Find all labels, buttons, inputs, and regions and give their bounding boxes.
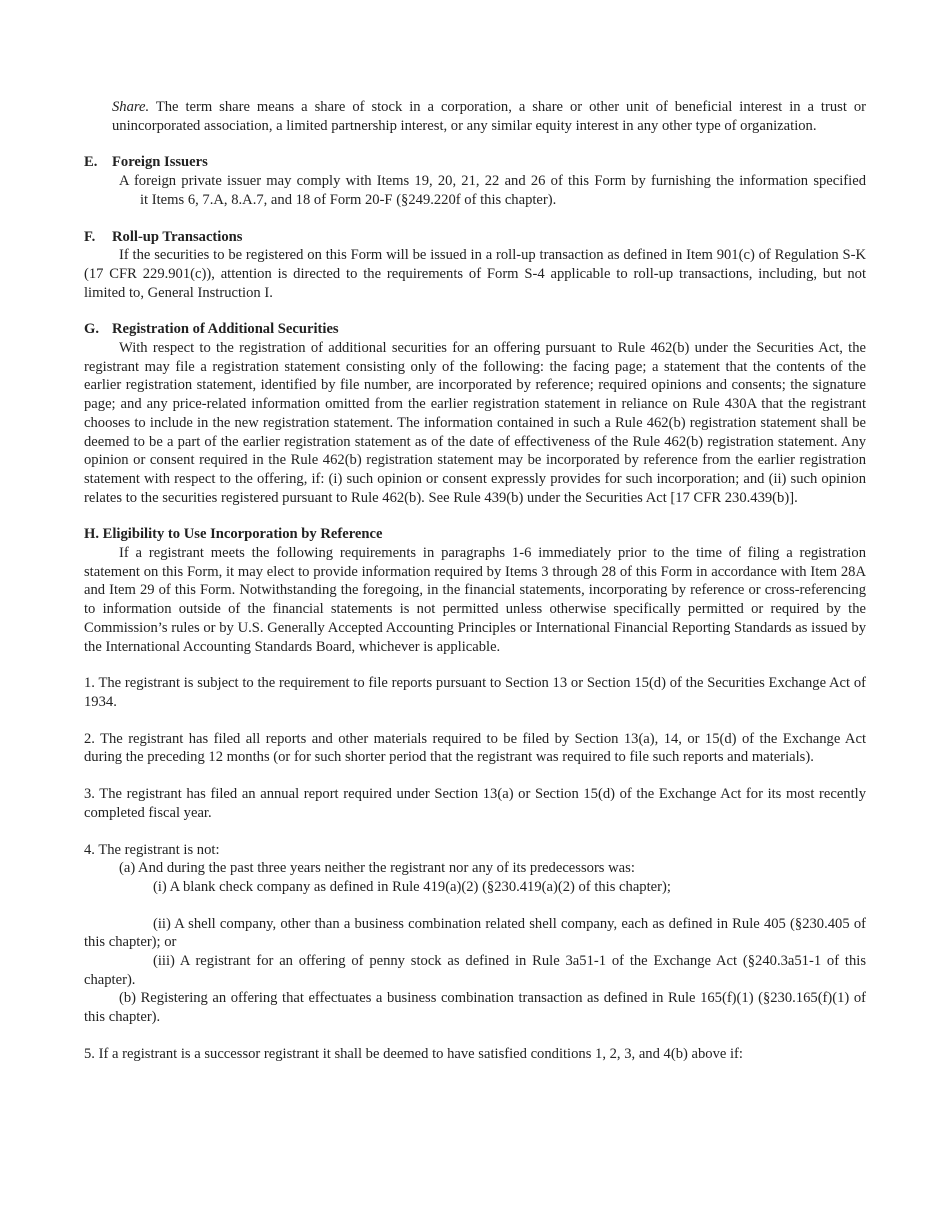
item-3: 3. The registrant has filed an annual report required under Section 13(a) or Section 15(d) of the Exchange Act for its most recently completed fiscal year.: [84, 786, 866, 821]
item-4a-iii: (iii) A registrant for an offering of penny stock as defined in Rule 3a51-1 of the Exchange Act (§240.3a51-1 of this chapter).: [84, 953, 866, 988]
section-e-body: [84, 172, 866, 209]
section-g-body: With respect to the registration of additional securities for an offering pursuant to Rule 462(b) under the Securities Act, the registrant may file a registration statement consisting only of the following: the facing page; a statement that the contents of the earlier registration statement, identified by file number, are incorporated by reference; required opinions and consents; the signature page; and any price-related information omitted from the earlier registration statement in reliance on Rule 430A that the registrant chooses to include in the new registration statement. The information contained in such a Rule 462(b) registration statement shall be deemed to be a part of the earlier registration statement as of the date of effectiveness of the Rule 462(b) registration statement. Any opinion or consent required in the Rule 462(b) registration statement may be incorporated by reference from the earlier registration statement with respect to the offering, if: (i) such opinion or consent expressly provides for such incorporation; and (ii) such opinion relates to the securities registered pursuant to Rule 462(b). See Rule 439(b) under the Securities Act [17 CFR 230.439(b)].: [84, 340, 866, 506]
section-f-heading: [84, 228, 866, 247]
section-g: [84, 320, 866, 507]
item-1: 1. The registrant is subject to the requirement to file reports pursuant to Section 13 or Section 15(d) of the Securities Exchange Act of 1934.: [84, 675, 866, 710]
section-e-heading: [84, 153, 866, 172]
item-5: 5. If a registrant is a successor registrant it shall be deemed to have satisfied conditions 1, 2, 3, and 4(b) above if:: [84, 1045, 743, 1062]
section-g-title: Registration of Additional Securities: [112, 321, 339, 338]
section-e: [84, 153, 866, 209]
section-f-letter: F.: [84, 228, 96, 245]
share-definition-text: The term share means a share of stock in a corporation, a share or other unit of beneficial interest in a trust or unincorporated association, a limited partnership interest, or any similar equity interest in any other type of organization.: [112, 99, 866, 134]
item-4a-i: (i) A blank check company as defined in Rule 419(a)(2) (§230.419(a)(2) of this chapter);: [153, 878, 671, 895]
section-e-text-2: it Items 6, 7.A, 8.A.7, and 18 of Form 20-F (§249.220f of this chapter).: [140, 191, 557, 208]
section-e-title: Foreign Issuers: [112, 154, 208, 171]
section-f-title: Roll-up Transactions: [112, 228, 243, 245]
section-g-heading: [84, 320, 866, 339]
share-definition: [112, 98, 866, 135]
section-h-body: If a registrant meets the following requirements in paragraphs 1-6 immediately prior to the time of filing a registration statement on this Form, it may elect to provide information required by Items 3 through 28 of this Form in accordance with Item 28A and Item 29 of this Form. Notwithstanding the foregoing, in the financial statements, incorporating by reference or cross-referencing to information outside of the financial statements is not permitted unless otherwise specifically permitted or required by the Commission’s rules or by U.S. Generally Accepted Accounting Principles or International Financial Reporting Standards as issued by the International Accounting Standards Board, whichever is applicable.: [84, 545, 866, 655]
item-4a: (a) And during the past three years neither the registrant nor any of its predecessors was:: [119, 860, 635, 877]
section-h: [84, 525, 866, 656]
item-4b: (b) Registering an offering that effectuates a business combination transaction as defined in Rule 165(f)(1) (§230.165(f)(1) of this chapter).: [84, 990, 866, 1026]
section-h-heading: H. Eligibility to Use Incorporation by Reference: [84, 526, 383, 543]
section-g-letter: G.: [84, 321, 99, 338]
section-e-text-1: A foreign private issuer may comply with Items 19, 20, 21, 22 and 26 of this Form by furnishing the information specified: [119, 173, 866, 190]
section-f-body: If the securities to be registered on this Form will be issued in a roll-up transaction as defined in Item 901(c) of Regulation S-K (17 CFR 229.901(c)), attention is directed to the requirements of Form S-4 applicable to roll-up transactions, including, but not limited to, General Instruction I.: [84, 247, 866, 301]
item-4: 4. The registrant is not:: [84, 841, 220, 858]
section-e-letter: E.: [84, 154, 98, 171]
document-page: [84, 98, 866, 1064]
share-term: Share.: [112, 99, 150, 115]
section-f: [84, 228, 866, 303]
item-2: 2. The registrant has filed all reports and other materials required to be filed by Section 13(a), 14, or 15(d) of the Exchange Act during the preceding 12 months (or for such shorter period that the registrant was required to file such reports and materials).: [84, 730, 866, 766]
item-4a-ii: (ii) A shell company, other than a business combination related shell company, each as defined in Rule 405 (§230.405 of this chapter); or: [84, 915, 866, 951]
